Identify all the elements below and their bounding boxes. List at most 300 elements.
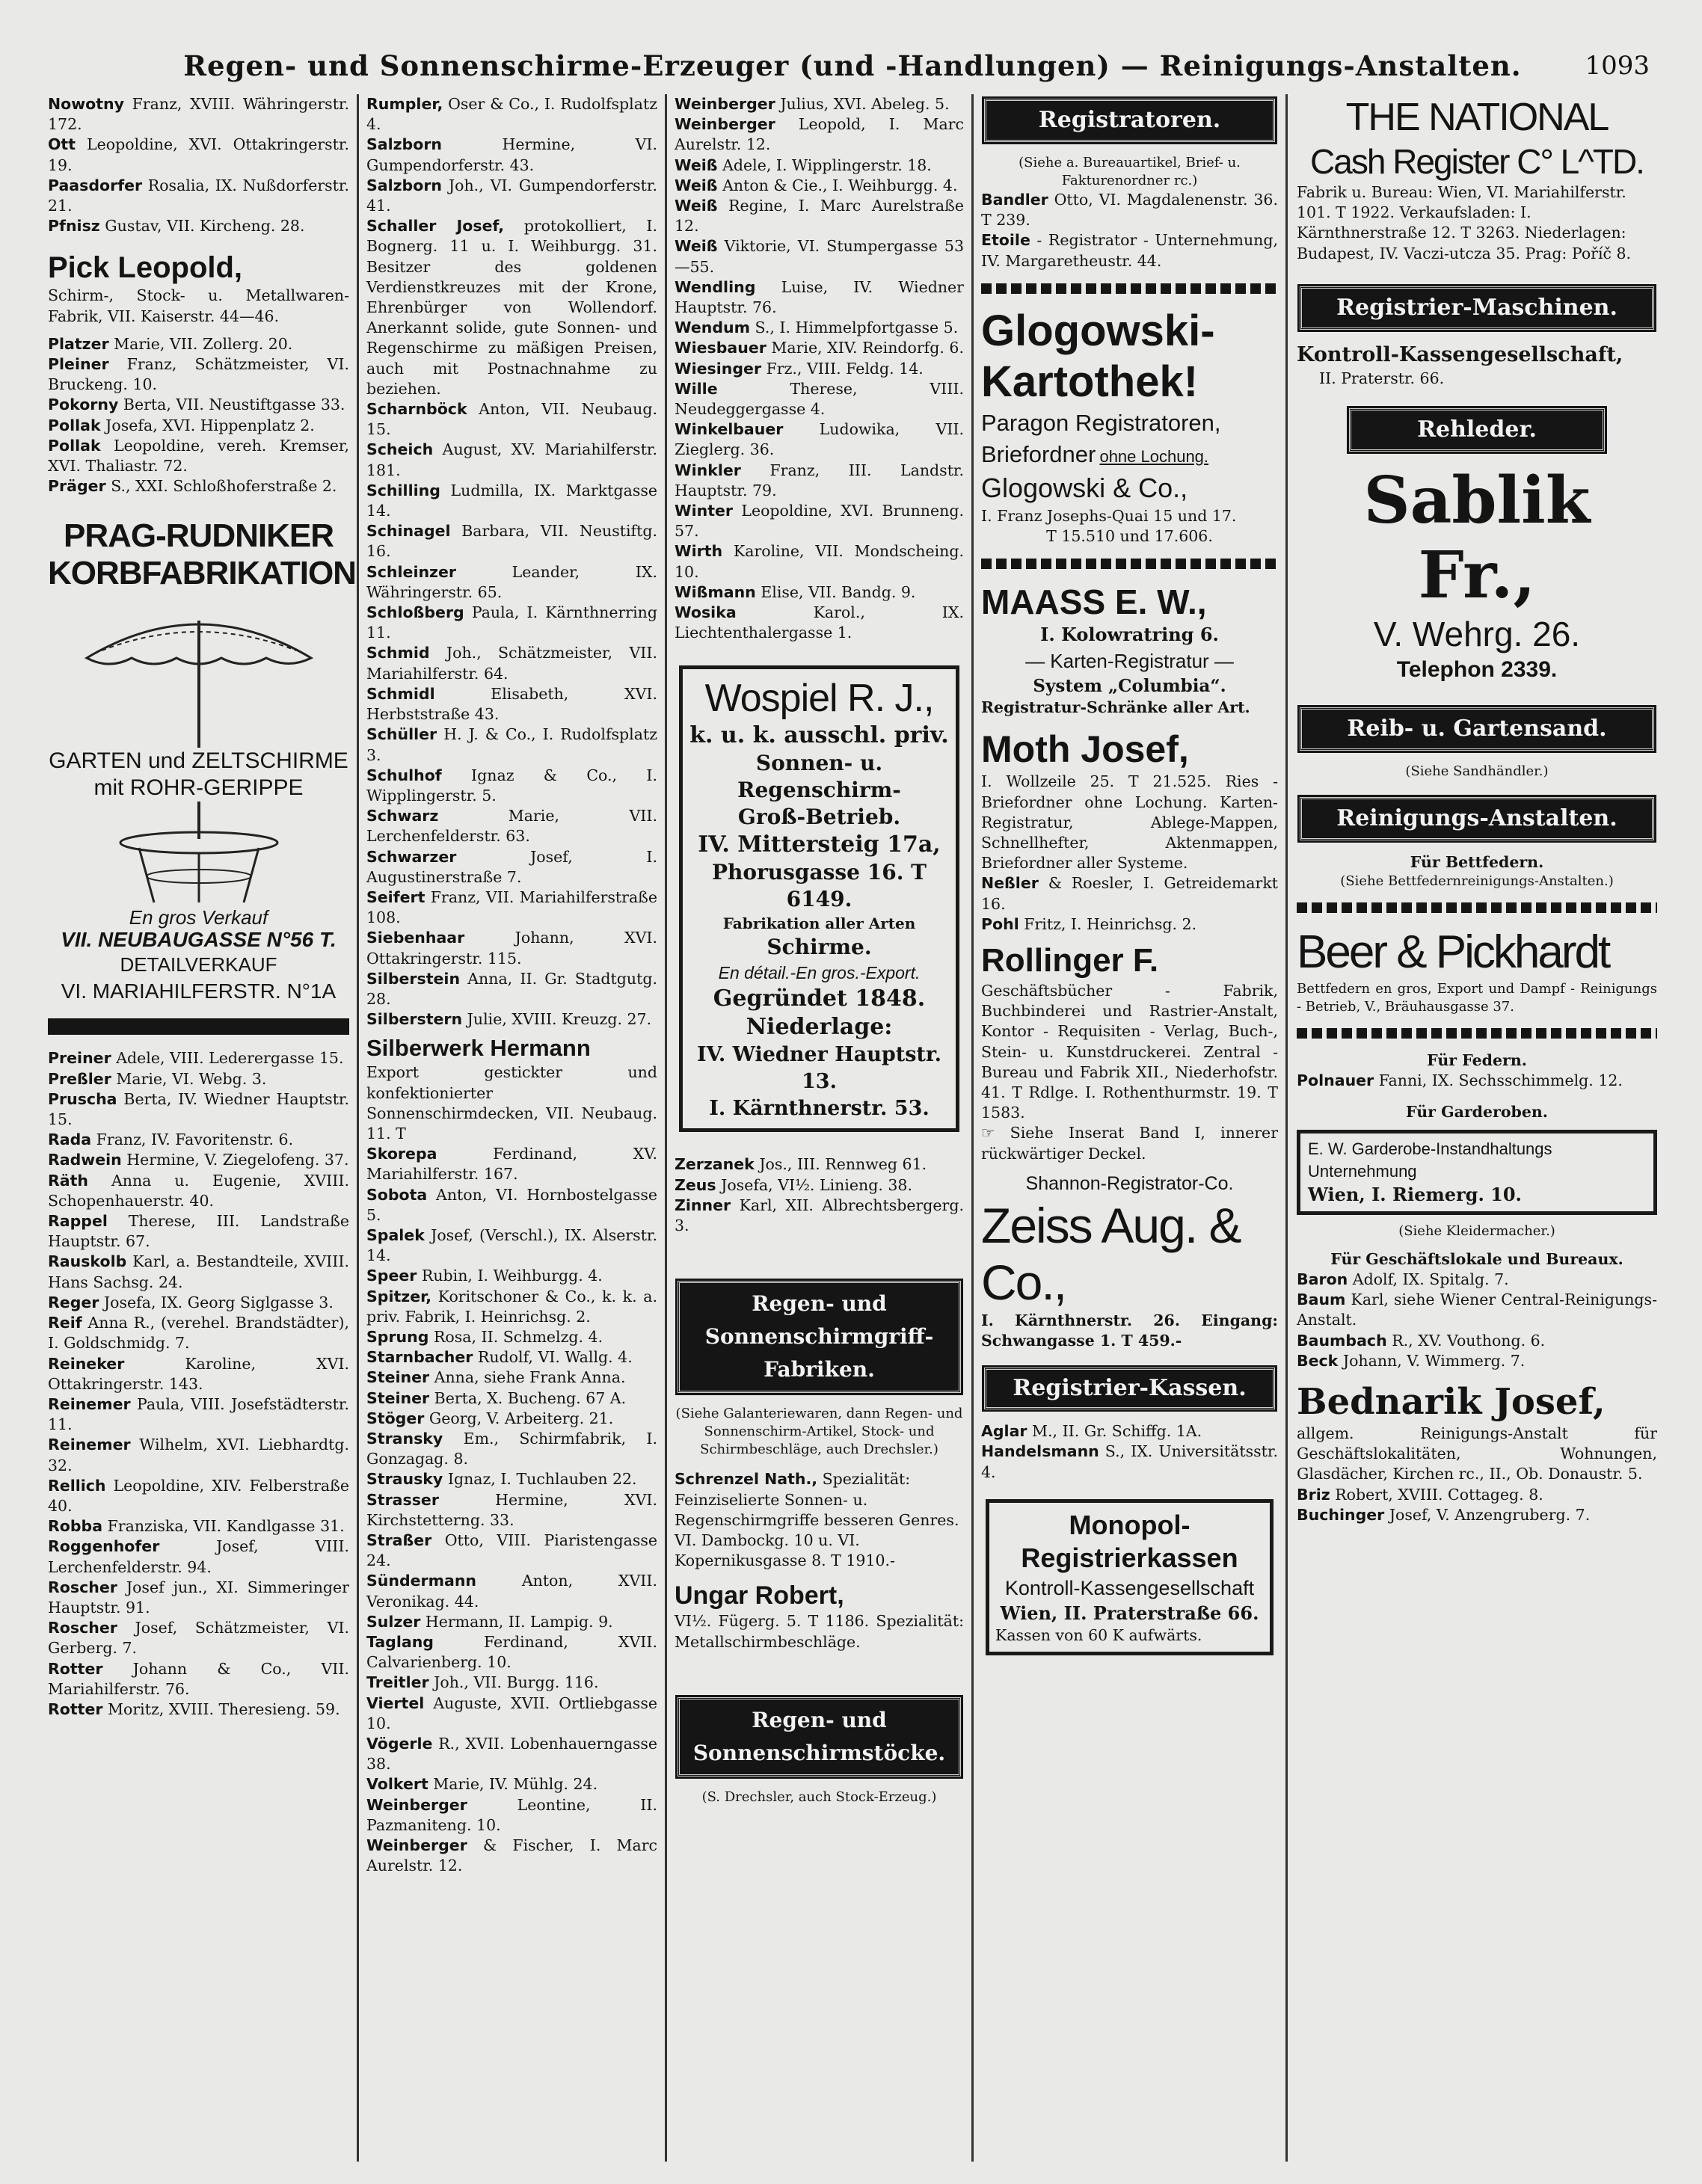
entry-text: Hermann, II. Lampig. 9.	[425, 1612, 613, 1631]
silberwerk-text: Export gestickter und konfektionierter Sonnenschirmdecken, VII. Neubaug. 11. T	[366, 1063, 657, 1142]
note-text: Siehe Inserat Band I, innerer rückwärtiger Deckel.	[981, 1124, 1278, 1163]
ad-line: Beer & Pickhardt	[1297, 926, 1609, 979]
list-item	[1297, 1485, 1657, 1505]
list-item	[366, 521, 657, 562]
entry-text: Therese, VIII. Neudeggergasse 4.	[675, 379, 964, 419]
entry-text: Josef, V. Anzengruberg. 7.	[1389, 1505, 1591, 1524]
entry-name: Rumpler,	[366, 95, 443, 113]
list-item	[675, 94, 964, 114]
entry-name: Stransky	[366, 1430, 443, 1448]
ad-line: PRAG-RUDNIKER	[64, 517, 334, 555]
entry-text: Josef, (Verschl.), IX. Alserstr. 14.	[366, 1225, 657, 1265]
list-item	[366, 1327, 657, 1347]
section-note: (Siehe Sandhändler.)	[1405, 763, 1549, 780]
entry-text: Oser & Co., I. Rudolfsplatz 4.	[366, 95, 657, 134]
list-item	[48, 1130, 349, 1150]
ad-line: T 15.510 und 17.606.	[1046, 527, 1213, 546]
entry-name: Weinberger	[366, 1795, 467, 1814]
list-item	[675, 1175, 964, 1196]
entry-list	[1297, 1485, 1657, 1525]
shannon-line: Shannon-Registrator-Co.	[1025, 1172, 1234, 1194]
entry-name: Pokorny	[48, 396, 119, 414]
list-item	[366, 481, 657, 521]
entry-name: Stöger	[366, 1409, 425, 1427]
entry-text: Fritz, I. Heinrichsg. 2.	[1024, 914, 1197, 933]
entry-text: M., II. Gr. Schiffg. 1A.	[1032, 1422, 1202, 1441]
entry-text: Viktorie, VI. Stumpergasse 53—55.	[675, 237, 964, 276]
entry-text: H. J. & Co., I. Rudolfsplatz 3.	[366, 725, 657, 764]
entry-name: Wendum	[675, 319, 751, 337]
entry-name: Pleiner	[48, 355, 109, 374]
section-header: Registratoren.	[984, 99, 1275, 142]
list-item	[48, 354, 349, 395]
ad-text: ohne Lochung.	[1099, 446, 1209, 466]
section-header: Reinigungs-Anstalten.	[1300, 797, 1654, 840]
entry-text: Josef, Schätzmeister, VI. Gerberg. 7.	[48, 1619, 349, 1658]
entry-text: Rosalia, IX. Nußdorferstr. 21.	[48, 176, 349, 215]
list-item	[981, 914, 1278, 935]
entry-name: Pollak	[48, 436, 101, 455]
entry-name: Salzborn	[366, 176, 443, 194]
ad-line: KORBFABRIKATION	[48, 555, 356, 592]
ungar-text: VI½. Fügerg. 5. T 1186. Spezialität: Metallschirmbeschläge.	[675, 1612, 964, 1651]
entry-text: Ignaz & Co., I. Wipplingerstr. 5.	[366, 766, 657, 805]
list-item	[366, 888, 657, 928]
entry-name: Taglang	[366, 1633, 434, 1652]
divider	[981, 559, 1278, 569]
kontroll-text: II. Praterstr. 66.	[1319, 369, 1445, 387]
prag-rudniker-ad	[48, 517, 356, 1005]
ad-line	[981, 439, 1278, 470]
kontroll-entry	[1297, 342, 1657, 389]
entry-text: Leander, IX. Währingerstr. 65.	[366, 562, 657, 601]
entry-text: Julius, XVI. Abeleg. 5.	[780, 95, 950, 113]
entry-name: Strasser	[366, 1490, 439, 1509]
section-header: Regen- und Sonnenschirmstöcke.	[678, 1697, 961, 1777]
kontroll-name: Kontroll-Kassengesellschaft,	[1297, 342, 1623, 366]
list-item	[366, 1347, 657, 1368]
entry-name: Spalek	[366, 1225, 425, 1244]
entry-name: Beck	[1297, 1351, 1339, 1370]
ad-text: Bettfedern en gros, Export und Dampf - Reinigungs - Betrieb, V., Bräuhausgasse 37.	[1297, 981, 1657, 1015]
list-item	[48, 1394, 349, 1435]
list-item	[48, 1659, 349, 1699]
list-item	[366, 1571, 657, 1611]
entry-name: Wiesbauer	[675, 339, 766, 357]
entry-text: Adolf, IX. Spitalg. 7.	[1352, 1270, 1509, 1289]
entry-name: Handelsmann	[981, 1442, 1099, 1461]
entry-text: Josef jun., XI. Simmeringer Hauptstr. 91.	[48, 1578, 349, 1617]
entry-name: Winkelbauer	[675, 420, 784, 439]
ad-line: I. Kolowratring 6.	[1040, 624, 1219, 646]
list-item	[366, 1673, 657, 1693]
list-item	[48, 1211, 349, 1252]
entry-text: Rubin, I. Weihburgg. 4.	[421, 1267, 603, 1285]
ad-line: VII. NEUBAUGASSE N°56 T.	[61, 928, 337, 952]
list-item	[366, 928, 657, 968]
entry-text: Leopoldine, XIV. Felberstraße 40.	[48, 1476, 349, 1515]
entry-text: Ludmilla, IX. Marktgasse 14.	[366, 481, 657, 520]
entry-name: Salzborn	[366, 135, 443, 154]
divider	[1297, 902, 1657, 913]
entry-text: Otto, VI. Magdalenenstr. 36. T 239.	[981, 191, 1278, 230]
list-item	[1297, 1351, 1657, 1371]
entry-name: Rada	[48, 1131, 92, 1149]
list-item	[366, 440, 657, 480]
list-item	[675, 1196, 964, 1236]
entry-text: Marie, VI. Webg. 3.	[116, 1069, 267, 1088]
list-item	[366, 725, 657, 765]
section-note: (Siehe Kleidermacher.)	[1398, 1222, 1555, 1239]
entry-name: Weinberger	[675, 115, 775, 134]
entry-text: R., XV. Vouthong. 6.	[1392, 1331, 1546, 1350]
entry-list	[366, 94, 657, 1030]
entry-name: Wirth	[675, 542, 723, 561]
entry-name: Vögerle	[366, 1735, 433, 1753]
list-item	[366, 603, 657, 643]
entry-name: Roscher	[48, 1619, 117, 1637]
divider	[48, 1018, 349, 1035]
entry-list	[981, 873, 1278, 935]
list-item	[366, 1734, 657, 1774]
list-item	[366, 176, 657, 216]
entry-text: Johann, V. Wimmerg. 7.	[1342, 1351, 1526, 1370]
section-header: Registrier-Maschinen.	[1300, 286, 1654, 330]
entry-text: Karl, siehe Wiener Central-Reinigungs-Anstalt.	[1297, 1291, 1657, 1329]
umbrella-table-icon	[72, 598, 326, 748]
list-item	[675, 1154, 964, 1175]
entry-name: Baum	[1297, 1291, 1346, 1309]
list-item	[366, 643, 657, 683]
entry-text: Wilhelm, XVI. Liebhardtg. 32.	[48, 1436, 349, 1474]
ad-line: I. Franz Josephs-Quai 15 und 17.	[981, 506, 1237, 525]
entry-name: Präger	[48, 477, 106, 496]
sablik-ad	[1297, 464, 1657, 685]
list-item	[48, 1069, 349, 1089]
list-item	[1297, 1331, 1657, 1351]
ad-line: Kontroll-Kassengesellschaft	[1004, 1576, 1255, 1599]
section-note: (Siehe Galanteriewaren, dann Regen- und Sonnenschirm-Artikel, Stock- und Schirmbeschläge, auch Drechsler.)	[675, 1406, 963, 1458]
page-number: 1093	[1585, 51, 1650, 81]
page-header	[48, 42, 1657, 90]
list-item	[48, 1578, 349, 1618]
entry-name: Weiß	[675, 237, 718, 256]
divider	[981, 283, 1278, 294]
entry-name: Schwarz	[366, 807, 439, 825]
list-item	[48, 1293, 349, 1313]
list-item	[48, 395, 349, 415]
list-item	[366, 806, 657, 846]
list-item	[366, 1469, 657, 1489]
list-item	[366, 1368, 657, 1388]
entry-text: Anna R., (verehel. Brandstädter), I. Goldschmidg. 7.	[48, 1314, 349, 1353]
entry-text: Julie, XVIII. Kreuzg. 27.	[467, 1010, 652, 1029]
entry-text: Elisabeth, XVI. Herbststraße 43.	[366, 684, 657, 724]
list-item	[48, 1516, 349, 1537]
wospiel-line: IV. Mittersteig 17a,	[698, 831, 941, 858]
wospiel-line: Gegründet 1848.	[713, 985, 926, 1012]
entry-name: Rappel	[48, 1212, 108, 1231]
entry-text: Josefa, IX. Georg Siglgasse 3.	[103, 1293, 334, 1311]
entry-text: Moritz, XVIII. Theresieng. 59.	[108, 1699, 340, 1718]
entry-text: Marie, XIV. Reindorfg. 6.	[771, 339, 964, 357]
entry-name: Schmidl	[366, 684, 435, 703]
entry-text: Josef, VIII. Lerchenfelderstr. 94.	[48, 1537, 349, 1576]
entry-list	[366, 1144, 657, 1876]
entry-text: Elise, VII. Bandg. 9.	[761, 582, 916, 601]
entry-name: Zerzanek	[675, 1155, 755, 1174]
entry-text: Adele, I. Wipplingerstr. 18.	[722, 156, 932, 174]
entry-list	[675, 1154, 964, 1236]
list-item	[48, 1435, 349, 1475]
wospiel-ad	[679, 665, 959, 1132]
ad-line: VI. MARIAHILFERSTR. N°1A	[61, 979, 337, 1003]
entry-name: Treitler	[366, 1673, 429, 1692]
page-title: Regen- und Sonnenschirme-Erzeuger (und -Handlungen) — Reinigungs-Anstalten.	[183, 49, 1522, 82]
rollinger-text: Geschäftsbücher - Fabrik, Buchbinderei und Rastrier-Anstalt, Kontor - Requisiten - Verlag, Buch-, Stein- u. Kunstdruckerei. Zentral - Bureau und Fabrik XII., Niederhofstr. 41. T Rdlge. I. Rothenthurmstr. 19. T 1583.	[981, 982, 1278, 1122]
entry-name: Speer	[366, 1267, 417, 1285]
entry-name: Winkler	[675, 461, 741, 479]
ad-line: Wien, II. Praterstraße 66.	[1000, 1602, 1259, 1624]
entry-text: Georg, V. Arbeiterg. 21.	[428, 1409, 614, 1427]
silberwerk-entry	[366, 1034, 657, 1144]
list-item	[981, 1421, 1278, 1442]
entry-text: S., XXI. Schloßhoferstraße 2.	[111, 477, 337, 496]
list-item	[48, 1354, 349, 1394]
list-item	[48, 94, 349, 135]
entry-name: Bandler	[981, 191, 1048, 209]
entry-list	[981, 1421, 1278, 1483]
entry-text: Adele, VIII. Lederergasse 15.	[116, 1049, 344, 1068]
entry-name: Preßler	[48, 1069, 111, 1088]
entry-list	[48, 334, 349, 497]
entry-name: Sobota	[366, 1185, 428, 1204]
entry-name: Radwein	[48, 1151, 122, 1169]
entry-name: Schüller	[366, 725, 437, 744]
ad-line: Registratur-Schränke aller Art.	[981, 698, 1250, 717]
entry-text: Berta, VII. Neustiftgasse 33.	[123, 396, 345, 414]
list-item	[48, 216, 349, 236]
table-icon	[72, 802, 326, 906]
wospiel-line: Sonnen- u. Regenschirm-	[737, 751, 901, 803]
entry-text: Franz, III. Landstr. Hauptstr. 79.	[675, 461, 964, 499]
entry-text: Marie, IV. Mühlg. 24.	[433, 1775, 598, 1794]
entry-name: Steiner	[366, 1368, 430, 1387]
entry-name: Schleinzer	[366, 562, 457, 581]
sub-heading: Für Bettfedern.	[1410, 853, 1544, 872]
entry-text: Anton, XVII. Veronikag. 44.	[366, 1572, 657, 1611]
ad-line: Sablik Fr.,	[1363, 463, 1591, 614]
entry-name: Silberstern	[366, 1010, 463, 1029]
list-item	[48, 1618, 349, 1658]
entry-text: Rosa, II. Schmelzg. 4.	[433, 1327, 603, 1346]
list-item	[366, 1490, 657, 1531]
list-item	[675, 419, 964, 460]
entry-text: Robert, XVIII. Cottageg. 8.	[1335, 1485, 1543, 1504]
list-item	[366, 766, 657, 806]
entry-text: Rudolf, VI. Wallg. 4.	[477, 1348, 633, 1367]
entry-name: Zinner	[675, 1196, 731, 1214]
entry-name: Rotter	[48, 1659, 103, 1678]
entry-name: Volkert	[366, 1775, 428, 1794]
list-item	[366, 1409, 657, 1429]
entry-name: Starnbacher	[366, 1348, 473, 1367]
entry-text: Fanni, IX. Sechsschimmelg. 12.	[1378, 1071, 1623, 1090]
list-item	[48, 436, 349, 476]
ad-line: mit ROHR-GERIPPE	[93, 775, 304, 801]
entry-text: S., IX. Universitätsstr. 4.	[981, 1442, 1278, 1481]
entry-list	[48, 94, 349, 236]
entry-text: Marie, VII. Zollerg. 20.	[114, 334, 293, 353]
rollinger-name: Rollinger F.	[981, 942, 1159, 979]
column-4	[974, 94, 1288, 2162]
ad-line: Wien, I. Riemerg. 10.	[1308, 1183, 1522, 1205]
column-5	[1288, 94, 1657, 2162]
wospiel-line: k. u. k. ausschl. priv.	[689, 722, 949, 749]
entry-text: Therese, III. Landstraße Hauptstr. 67.	[48, 1212, 349, 1251]
entry-name: Sündermann	[366, 1572, 477, 1590]
list-item	[48, 1537, 349, 1577]
list-item	[366, 1287, 657, 1327]
list-item	[981, 230, 1278, 271]
entry-text: Johann & Co., VII. Mariahilferstr. 76.	[48, 1659, 349, 1698]
wospiel-line: En détail.-En gros.-Export.	[718, 963, 921, 983]
entry-text: Marie, VII. Lerchenfelderstr. 63.	[366, 807, 657, 846]
list-item	[981, 190, 1278, 230]
national-ad	[1297, 94, 1657, 264]
bednarik-name: Bednarik Josef,	[1297, 1381, 1606, 1424]
ad-line: Kassen von 60 K aufwärts.	[995, 1625, 1202, 1644]
list-item	[675, 277, 964, 318]
entry-text: Anna, II. Gr. Stadtgutg. 28.	[366, 969, 657, 1008]
entry-text: Joh., Schätzmeister, VII. Mariahilferstr. 64.	[366, 644, 657, 683]
entry-name: Rellich	[48, 1476, 106, 1495]
entry-text: Ludowika, VII. Zieglerg. 36.	[675, 420, 964, 459]
list-item	[366, 1266, 657, 1286]
list-item	[366, 1144, 657, 1184]
ad-line: DETAILVERKAUF	[120, 953, 277, 976]
ad-line: Registrierkassen	[1021, 1542, 1238, 1573]
entry-text: Luise, IV. Wiedner Hauptstr. 76.	[675, 277, 964, 317]
list-item	[1297, 1071, 1657, 1091]
entry-name: Silberstein	[366, 969, 461, 988]
entry-text: Koritschoner & Co., k. k. a. priv. Fabrik, I. Heinrichsg. 2.	[366, 1287, 657, 1326]
list-item	[366, 216, 657, 399]
entry-text: Karoline, VII. Mondscheing. 10.	[675, 542, 964, 581]
entry-name: Schrenzel Nath.,	[675, 1470, 818, 1489]
entry-name: Sprung	[366, 1327, 429, 1346]
entry-text: Franz, VII. Mariahilferstraße 108.	[366, 888, 657, 927]
ad-line: THE NATIONAL	[1345, 96, 1609, 139]
list-item	[48, 476, 349, 496]
monopol-ad	[986, 1499, 1274, 1655]
list-item	[48, 1089, 349, 1130]
maass-ad	[981, 581, 1278, 718]
entry-name: Platzer	[48, 334, 109, 353]
section-note: (Siehe a. Bureauartikel, Brief- u. Fakturenordner rc.)	[1019, 155, 1241, 188]
entry-text: Leopoldine, XVI. Brunneng. 57.	[675, 502, 964, 541]
sub-heading: Für Geschäftslokale und Bureaux.	[1330, 1249, 1623, 1268]
entry-text: Barbara, VII. Neustiftg. 16.	[366, 522, 657, 561]
entry-text: Anton & Cie., I. Weihburgg. 4.	[722, 176, 958, 194]
list-item	[48, 1476, 349, 1516]
entry-text: Otto, VIII. Piaristengasse 24.	[366, 1531, 657, 1570]
entry-name: Scheich	[366, 440, 434, 459]
entry-list	[1297, 1270, 1657, 1371]
wospiel-line: I. Kärnthnerstr. 53.	[709, 1097, 930, 1121]
list-item	[675, 338, 964, 358]
entry-name: Robba	[48, 1517, 103, 1536]
rollinger-entry	[981, 941, 1278, 1164]
entry-text: Hermine, V. Ziegelofeng. 37.	[126, 1151, 349, 1169]
entry-name: Pruscha	[48, 1089, 117, 1108]
entry-name: Viertel	[366, 1694, 425, 1712]
entry-name: Reif	[48, 1314, 82, 1332]
entry-name: Polnauer	[1297, 1071, 1374, 1090]
list-item	[366, 1795, 657, 1836]
entry-text: Paula, VIII. Josefstädterstr. 11.	[48, 1394, 349, 1434]
entry-name: Weiß	[675, 197, 718, 215]
entry-name: Reineker	[48, 1354, 125, 1373]
entry-name: Baumbach	[1297, 1331, 1387, 1350]
wospiel-name: Wospiel R. J.,	[704, 677, 934, 721]
entry-name: Weinberger	[675, 95, 775, 113]
entry-text: Spezialität: Feinziselierte Sonnen- u. Regenschirmgriffe besseren Genres. VI. Dambockg. 10 u. VI. Kopernikusgasse 8. T 1910.-	[675, 1470, 959, 1570]
entry-name: Räth	[48, 1171, 89, 1190]
list-item	[675, 501, 964, 541]
entry-name: Skorepa	[366, 1145, 437, 1163]
entry-text: Gustav, VII. Kircheng. 28.	[105, 217, 305, 236]
list-item	[366, 1774, 657, 1794]
section-note: (Siehe Bettfedernreinigungs-Anstalten.)	[1340, 873, 1614, 890]
entry-text: Franz, XVIII. Währingerstr. 172.	[48, 95, 349, 134]
list-item	[675, 196, 964, 236]
pick-ad	[48, 250, 349, 326]
ad-line: Glogowski & Co.,	[981, 472, 1188, 503]
entry-text: Josefa, XVI. Hippenplatz 2.	[105, 416, 315, 434]
entry-text: Ferdinand, XVII. Calvarienberg. 10.	[366, 1633, 657, 1672]
entry-name: Straßer	[366, 1531, 432, 1550]
entry-text: August, XV. Mariahilferstr. 181.	[366, 440, 657, 479]
entry-name: Zeus	[675, 1175, 716, 1194]
pick-name: Pick Leopold,	[48, 251, 243, 285]
entry-list	[981, 190, 1278, 271]
ad-line: — Karten-Registratur —	[1025, 650, 1234, 673]
wospiel-line: Niederlage:	[746, 1014, 893, 1041]
list-item	[675, 379, 964, 419]
sub-heading: Für Federn.	[1427, 1051, 1527, 1070]
list-item	[48, 334, 349, 354]
entry-text: Karoline, XVI. Ottakringerstr. 143.	[48, 1354, 349, 1393]
entry-name: Aglar	[981, 1422, 1027, 1441]
section-header: Registrier-Kassen.	[984, 1368, 1275, 1409]
list-item	[366, 684, 657, 725]
list-item	[675, 359, 964, 379]
list-item	[48, 1699, 349, 1720]
entry-name: Wosika	[675, 603, 737, 622]
entry-text: & Roesler, I. Getreidemarkt 16.	[981, 874, 1278, 913]
list-item	[366, 847, 657, 888]
list-item	[1297, 1270, 1657, 1290]
entry-name: Winter	[675, 502, 734, 520]
entry-list	[675, 94, 964, 643]
pick-text: Schirm-, Stock- u. Metallwaren-Fabrik, VII. Kaiserstr. 44—46.	[48, 286, 349, 325]
entry-text: Leopoldine, XVI. Ottakringerstr. 19.	[48, 135, 349, 174]
entry-name: Etoile	[981, 231, 1030, 250]
moth-name: Moth Josef,	[981, 728, 1189, 771]
ad-line: V. Wehrg. 26.	[1373, 615, 1581, 654]
entry-text: Anton, VI. Hornbostelgasse 5.	[366, 1185, 657, 1224]
